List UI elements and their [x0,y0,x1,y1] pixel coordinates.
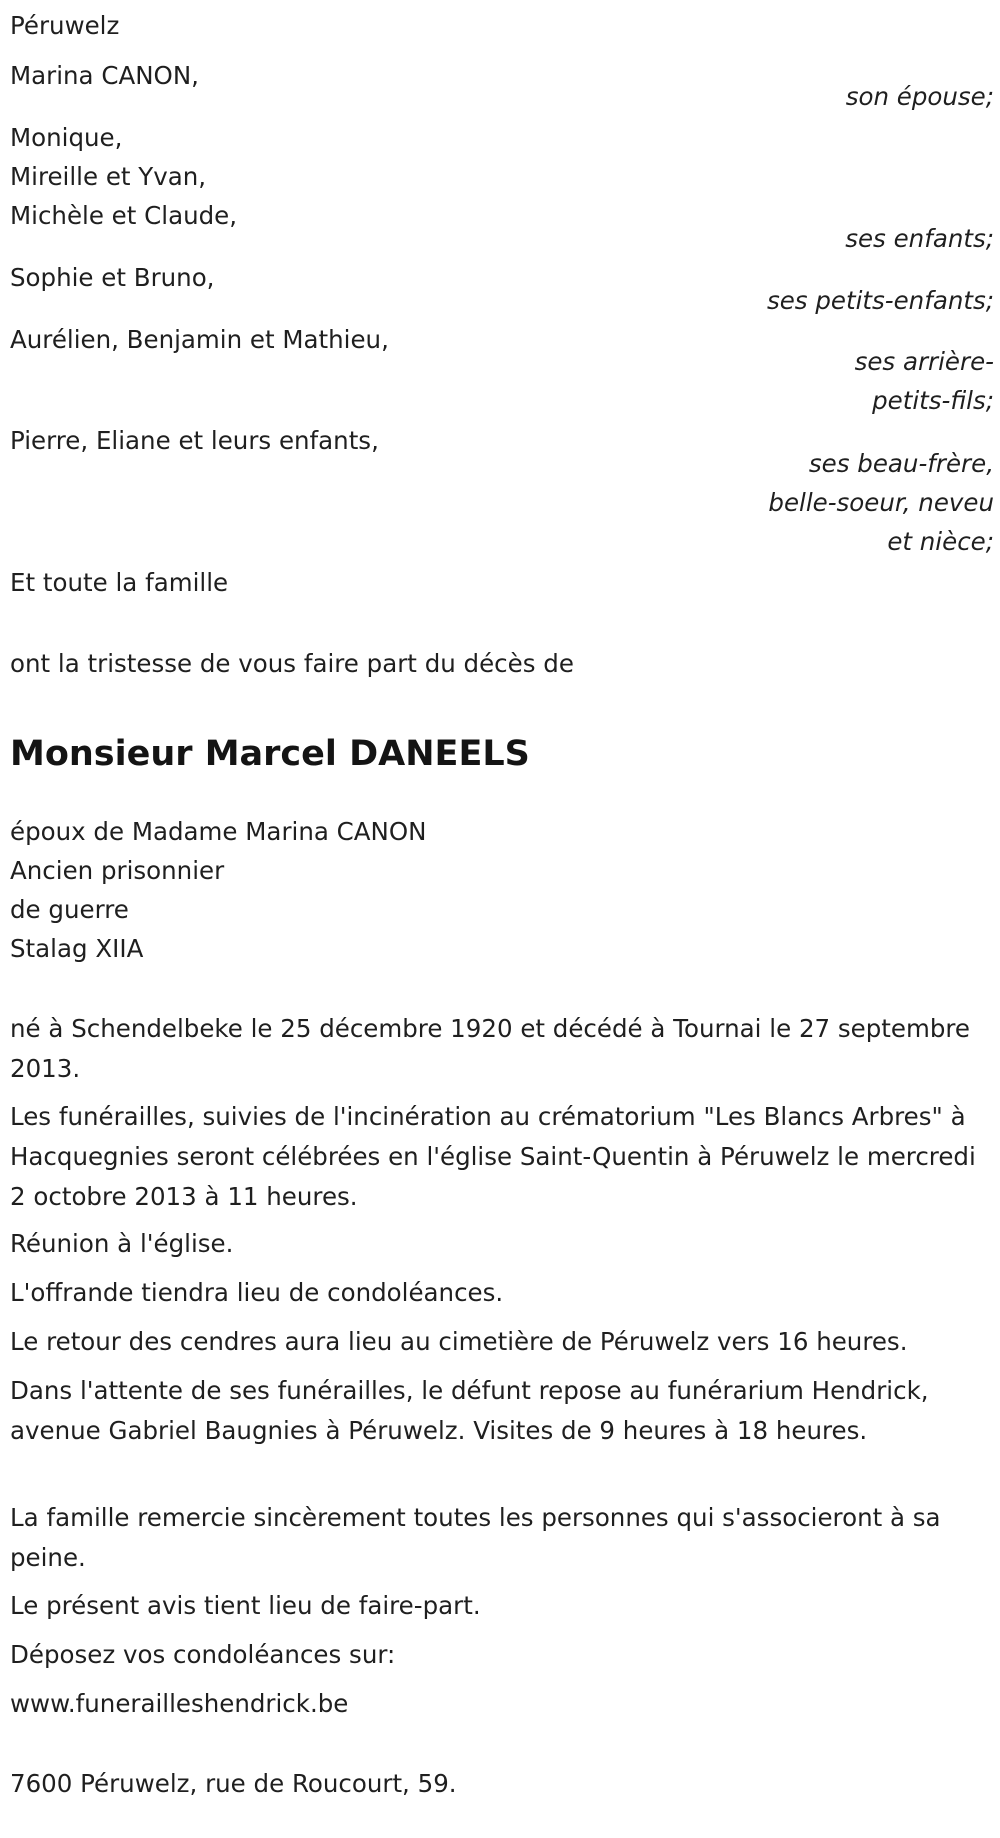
condolences-paragraph: Déposez vos condoléances sur: [10,1640,396,1669]
announcement-text: ont la tristesse de vous faire part du décès de [10,649,574,678]
family-inlaws-relation: et nièce; [887,527,994,556]
birth-death-paragraph: né à Schendelbeke le 25 décembre 1920 et décédé à Tournai le 27 septembre 2013. [10,1014,970,1083]
address-line: 7600 Péruwelz, rue de Roucourt, 59. [10,1769,457,1798]
family-spouse-relation: son épouse; [845,82,994,111]
family-grandchildren-name: Sophie et Bruno, [10,263,215,292]
detail-line: Ancien prisonnier [10,856,225,885]
notice-paragraph: Le présent avis tient lieu de faire-part. [10,1591,481,1620]
family-closing: Et toute la famille [10,568,229,597]
family-spouse-name: Marina CANON, [10,61,199,90]
family-grandchildren-relation: ses petits-enfants; [766,286,994,315]
website-link[interactable]: www.funerailleshendrick.be [10,1689,349,1718]
family-children-name: Monique, [10,123,123,152]
deceased-name: Monsieur Marcel DANEELS [10,734,530,774]
family-inlaws-name: Pierre, Eliane et leurs enfants, [10,426,379,455]
family-inlaws-relation: belle-soeur, neveu [768,488,994,517]
place-heading: Péruwelz [10,11,120,40]
offering-paragraph: L'offrande tiendra lieu de condoléances. [10,1278,504,1307]
thanks-paragraph: La famille remercie sincèrement toutes les personnes qui s'associeront à sa peine. [10,1503,941,1572]
family-great-grandchildren-relation: petits-fils; [872,386,994,415]
detail-line: époux de Madame Marina CANON [10,817,427,846]
funerarium-paragraph: Dans l'attente de ses funérailles, le défunt repose au funérarium Hendrick, avenue Gabriel Baugnies à Péruwelz. Visites de 9 heures à 18 heures. [10,1376,929,1445]
family-great-grandchildren-relation: ses arrière- [854,347,994,376]
family-children-name: Mireille et Yvan, [10,162,207,191]
detail-line: de guerre [10,895,129,924]
detail-line: Stalag XIIA [10,934,144,963]
family-children-name: Michèle et Claude, [10,201,238,230]
meeting-paragraph: Réunion à l'église. [10,1229,234,1258]
funeral-paragraph: Les funérailles, suivies de l'incinération au crématorium "Les Blancs Arbres" à Hacquegnies seront célébrées en l'église Saint-Quentin à Péruwelz le mercredi 2 octobre 2013 à 11 heures. [10,1102,976,1211]
family-inlaws-relation: ses beau-frère, [808,449,994,478]
family-great-grandchildren-name: Aurélien, Benjamin et Mathieu, [10,325,389,354]
family-children-relation: ses enfants; [845,224,994,253]
ashes-paragraph: Le retour des cendres aura lieu au cimetière de Péruwelz vers 16 heures. [10,1327,908,1356]
